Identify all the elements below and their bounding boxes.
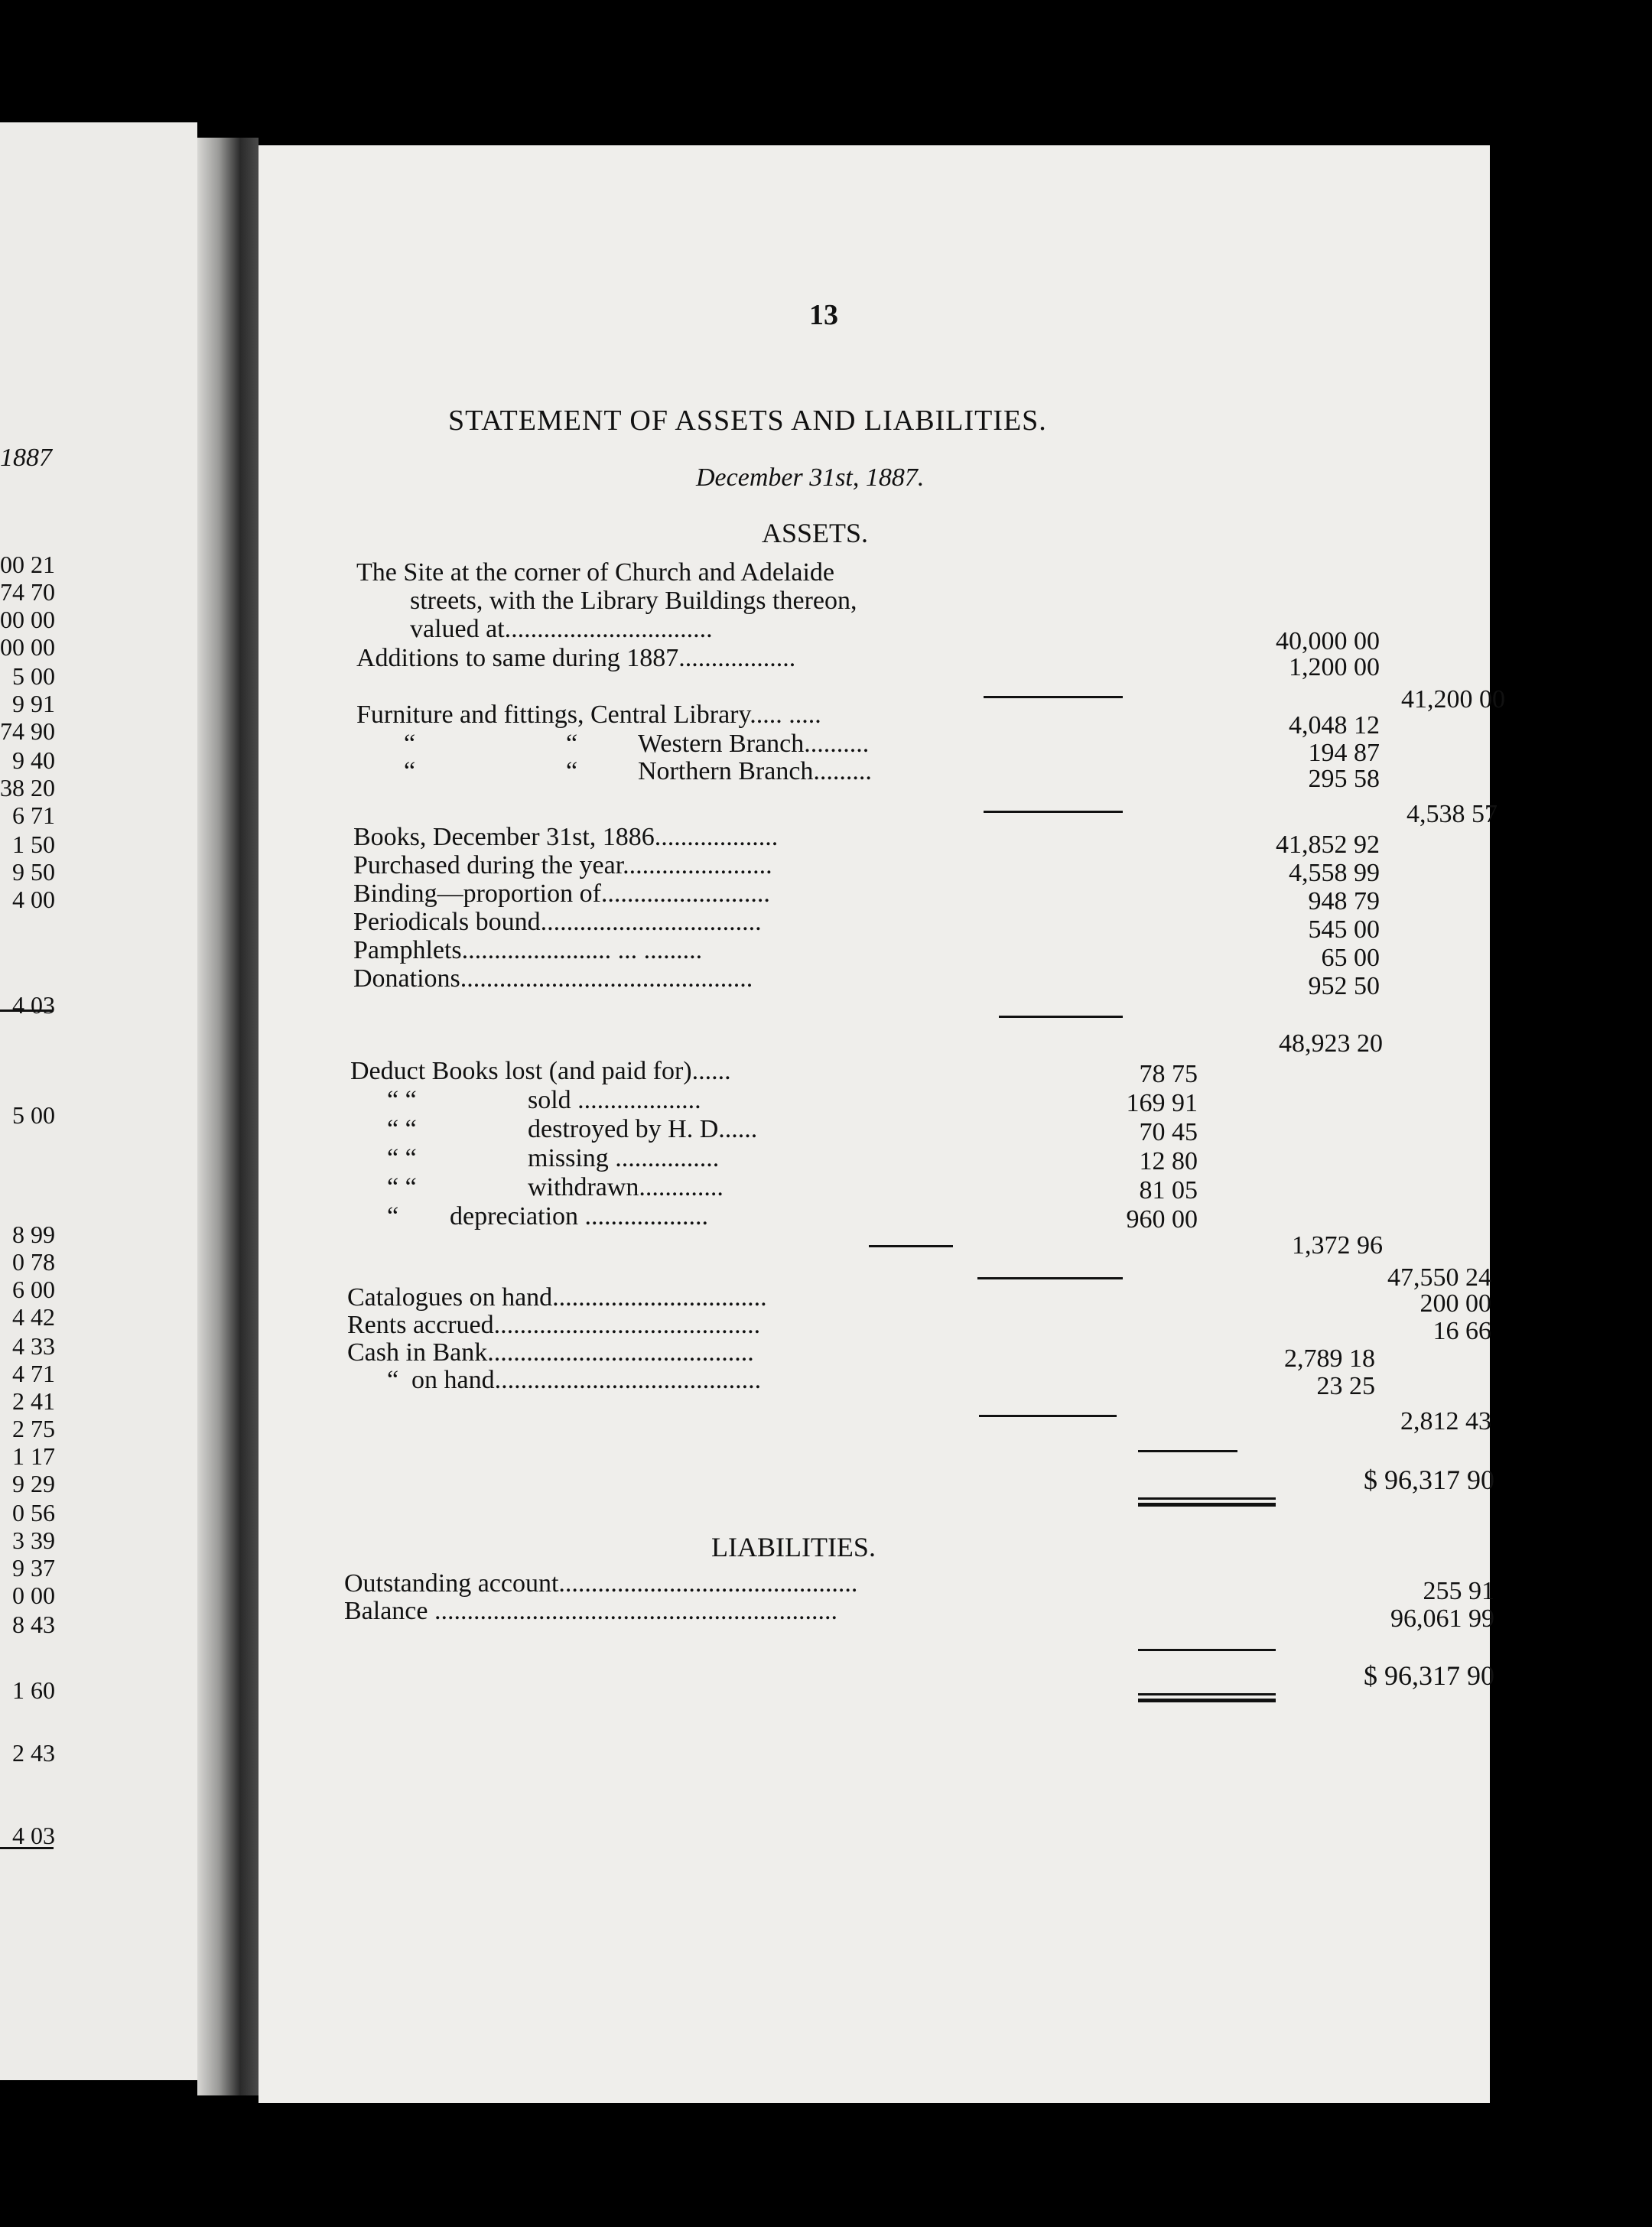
outstanding-value: 255 91 xyxy=(1423,1577,1494,1605)
furniture-rule xyxy=(984,811,1123,813)
catalogues-value: 200 00 xyxy=(1419,1289,1491,1318)
left-page-value: 9 29 xyxy=(12,1470,55,1497)
cash-hand-value: 23 25 xyxy=(1316,1372,1375,1400)
left-page-value: 1 50 xyxy=(12,831,55,858)
liabilities-total: $ 96,317 90 xyxy=(1364,1660,1494,1691)
left-page-value: 1 17 xyxy=(12,1442,55,1470)
furniture-central-label: Furniture and fittings, Central Library..... ..... xyxy=(356,701,821,729)
left-page-value: 0 56 xyxy=(12,1499,55,1526)
assets-total-double-rule xyxy=(1138,1497,1276,1507)
left-page-fragment xyxy=(0,122,197,2080)
left-page-value: 6 00 xyxy=(12,1276,55,1303)
site-line-1: The Site at the corner of Church and Adelaide xyxy=(356,558,834,587)
additions-label: Additions to same during 1887.................. xyxy=(356,644,796,672)
left-page-value: 00 00 xyxy=(0,633,55,661)
site-total: 41,200 00 xyxy=(1401,685,1505,714)
deduction-prefix: “ “ xyxy=(387,1173,417,1201)
left-page-value: 4 42 xyxy=(12,1303,55,1331)
books-item-value: 41,852 92 xyxy=(1276,831,1380,859)
deduction-prefix: Deduct Books lost (and paid for)...... xyxy=(350,1057,731,1085)
rents-value: 16 66 xyxy=(1432,1317,1491,1345)
books-item-label: Pamphlets....................... ... ......... xyxy=(353,936,703,964)
deduction-prefix: “ “ xyxy=(387,1144,417,1172)
books-subtotal: 48,923 20 xyxy=(1279,1029,1383,1058)
assets-heading: ASSETS. xyxy=(762,518,869,548)
books-item-label: Donations............................................. xyxy=(353,964,753,993)
cash-hand-label: on hand......................................... xyxy=(411,1366,762,1394)
left-page-value: 8 99 xyxy=(12,1221,55,1248)
deduction-value: 70 45 xyxy=(1139,1118,1198,1146)
left-page-value: 0 78 xyxy=(12,1248,55,1276)
assets-total: $ 96,317 90 xyxy=(1364,1465,1494,1495)
left-page-value: 2 75 xyxy=(12,1415,55,1442)
furniture-northern-label: Northern Branch......... xyxy=(638,757,872,785)
left-page-value: 9 91 xyxy=(12,690,55,717)
left-page-value: 9 40 xyxy=(12,746,55,774)
books-item-label: Periodicals bound.................................. xyxy=(353,908,762,936)
outstanding-label: Outstanding account.............................................. xyxy=(344,1569,858,1598)
cash-rule xyxy=(979,1415,1117,1417)
books-item-value: 65 00 xyxy=(1321,944,1380,972)
books-item-label: Purchased during the year....................... xyxy=(353,851,772,879)
furniture-western-label: Western Branch.......... xyxy=(638,730,870,758)
deduction-prefix: “ “ xyxy=(387,1086,417,1114)
left-page-value: 9 50 xyxy=(12,858,55,886)
left-page-value: 5 00 xyxy=(12,1101,55,1129)
books-item-value: 4,558 99 xyxy=(1289,859,1380,887)
left-page-value: 4 03 xyxy=(12,1822,55,1849)
deductions-rule xyxy=(869,1245,953,1247)
deductions-total: 1,372 96 xyxy=(1292,1231,1383,1260)
left-page-value: 74 70 xyxy=(0,578,55,606)
liabilities-heading: LIABILITIES. xyxy=(711,1532,876,1562)
left-page-value: 5 00 xyxy=(12,662,55,690)
left-page-rule xyxy=(0,1009,54,1012)
deduction-value: 960 00 xyxy=(1126,1205,1198,1234)
books-item-value: 948 79 xyxy=(1308,887,1380,915)
site-value: 40,000 00 xyxy=(1276,627,1380,655)
additions-value: 1,200 00 xyxy=(1289,653,1380,681)
balance-value: 96,061 99 xyxy=(1390,1604,1494,1633)
book-gutter xyxy=(197,138,259,2095)
page-number: 13 xyxy=(809,299,838,331)
left-page-rule xyxy=(0,1847,54,1849)
deduction-label: sold ................... xyxy=(528,1086,701,1114)
deduction-label: depreciation ................... xyxy=(450,1202,709,1231)
left-page-value: 74 90 xyxy=(0,717,55,745)
deduction-value: 81 05 xyxy=(1139,1176,1198,1205)
left-page-value: 4 71 xyxy=(12,1360,55,1387)
left-page-value: 6 71 xyxy=(12,801,55,829)
left-page-value: 4 03 xyxy=(12,991,55,1019)
furniture-total: 4,538 57 xyxy=(1406,800,1498,828)
books-item-label: Binding—proportion of.......................... xyxy=(353,879,770,908)
left-page-year: 1887 xyxy=(0,444,52,472)
deduction-label: withdrawn............. xyxy=(528,1173,724,1201)
site-line-3: valued at................................ xyxy=(410,615,713,643)
rents-label: Rents accrued......................................... xyxy=(347,1311,761,1339)
assets-total-rule-top xyxy=(1138,1450,1237,1452)
left-page-value: 3 39 xyxy=(12,1526,55,1554)
cash-bank-label: Cash in Bank......................................... xyxy=(347,1338,754,1367)
books-rule xyxy=(999,1016,1123,1018)
page-title: STATEMENT OF ASSETS AND LIABILITIES. xyxy=(448,405,1047,437)
left-page-value: 9 37 xyxy=(12,1554,55,1582)
site-rule xyxy=(984,696,1123,698)
deduction-prefix: “ “ xyxy=(387,1115,417,1143)
left-page-value: 2 41 xyxy=(12,1387,55,1415)
furniture-ditto-4: “ xyxy=(566,757,578,785)
cash-hand-ditto: “ xyxy=(387,1366,399,1394)
balance-label: Balance .............................................................. xyxy=(344,1597,837,1625)
left-page-value: 00 21 xyxy=(0,551,55,578)
books-item-label: Books, December 31st, 1886................... xyxy=(353,823,779,851)
furniture-central-value: 4,048 12 xyxy=(1289,711,1380,740)
right-page xyxy=(259,145,1505,2103)
net-books-value: 47,550 24 xyxy=(1387,1263,1491,1292)
liabilities-total-double-rule xyxy=(1138,1693,1276,1702)
left-page-value: 1 60 xyxy=(12,1676,55,1704)
statement-date: December 31st, 1887. xyxy=(696,463,925,492)
deduction-value: 12 80 xyxy=(1139,1147,1198,1175)
deduction-label: missing ................ xyxy=(528,1144,720,1172)
site-line-2: streets, with the Library Buildings thereon, xyxy=(410,587,857,615)
cash-total: 2,812 43 xyxy=(1400,1407,1491,1435)
furniture-northern-value: 295 58 xyxy=(1308,765,1380,793)
left-page-value: 4 00 xyxy=(12,886,55,913)
left-page-value: 4 33 xyxy=(12,1332,55,1360)
books-item-value: 952 50 xyxy=(1308,972,1380,1000)
furniture-western-value: 194 87 xyxy=(1308,739,1380,767)
deduction-prefix: “ xyxy=(387,1202,399,1231)
catalogues-label: Catalogues on hand................................. xyxy=(347,1283,767,1312)
books-item-value: 545 00 xyxy=(1308,915,1380,944)
deductions-total-rule xyxy=(977,1277,1123,1279)
liabilities-total-rule-top xyxy=(1138,1649,1276,1651)
cash-bank-value: 2,789 18 xyxy=(1284,1344,1375,1373)
left-page-value: 0 00 xyxy=(12,1582,55,1609)
left-page-value: 2 43 xyxy=(12,1739,55,1767)
left-page-value: 38 20 xyxy=(0,774,55,801)
deduction-value: 78 75 xyxy=(1139,1060,1198,1088)
furniture-ditto-3: “ xyxy=(404,757,416,785)
deduction-label: destroyed by H. D...... xyxy=(528,1115,758,1143)
deduction-value: 169 91 xyxy=(1126,1089,1198,1117)
furniture-ditto-1: “ xyxy=(404,730,416,758)
left-page-value: 8 43 xyxy=(12,1611,55,1638)
furniture-ditto-2: “ xyxy=(566,730,578,758)
left-page-value: 00 00 xyxy=(0,606,55,633)
